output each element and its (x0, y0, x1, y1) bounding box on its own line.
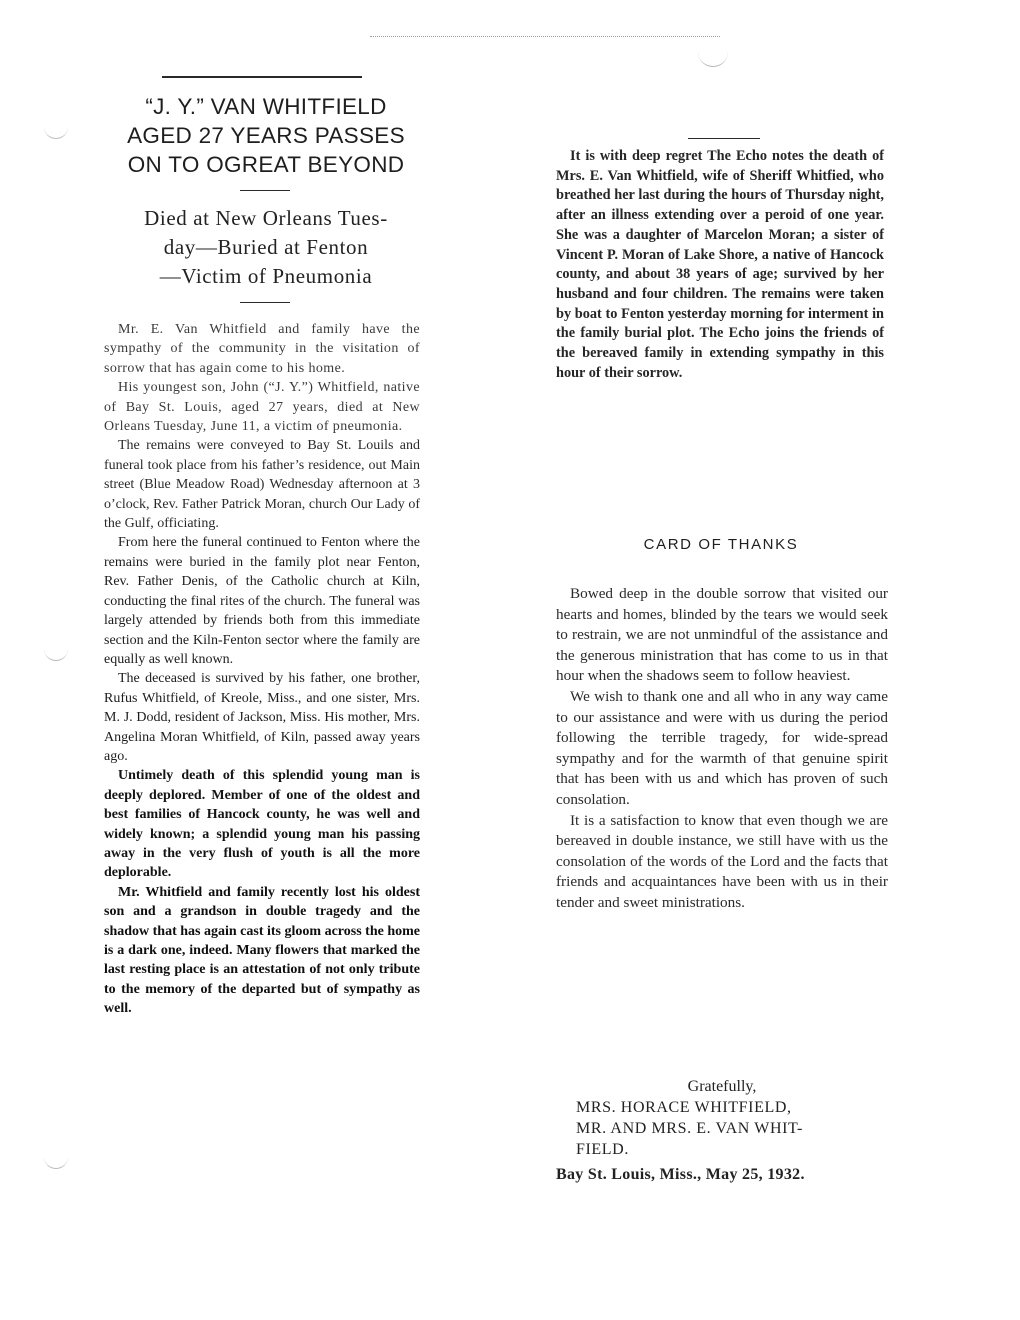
signature-block (556, 1076, 896, 1185)
thanks-paragraph: Bowed deep in the double sorrow that visited our hearts and homes, blinded by the tears we would seek to restrain, we are not unmindful of the assistance and the generous ministration that has come to us in that hour when the shadows seem to follow heaviest. (556, 585, 888, 685)
scan-artifact-margin-3 (44, 1148, 68, 1169)
subhead-rule (240, 302, 290, 303)
headline-line-1: “J. Y.” VAN WHITFIELD (145, 94, 387, 119)
article-subhead (104, 204, 428, 291)
top-rule (162, 76, 362, 78)
scan-artifact-top (370, 36, 720, 37)
closing-line: Gratefully, (687, 1078, 757, 1095)
headline-line-2: AGED 27 YEARS PASSES (127, 123, 405, 148)
article-headline (104, 92, 428, 179)
article-paragraph: Mr. Whitfield and family recently lost his oldest son and a grandson in double tragedy and the shadow that has again cast its gloom across the home is a dark one, indeed. Many flowers that marked the last resting place is an attestation of not only tribute to the memory of the departed but of sympathy as well. (104, 884, 420, 1017)
place-date: Bay St. Louis, Miss., May 25, 1932. (556, 1166, 805, 1183)
signatory-line: FIELD. (576, 1141, 629, 1158)
thanks-paragraph: It is a satisfaction to know that even though we are bereaved in double instance, we still have with us the consolation of the words of the Lord and the facts that friends and acquaintances have been with us in their tender and sweet ministrations. (556, 811, 888, 911)
headline-rule (240, 190, 290, 191)
echo-notice (556, 147, 884, 383)
article-paragraph: Mr. E. Van Whitfield and family have the sympathy of the community in the visitation of sorrow that has again come to his home. (104, 322, 420, 376)
subhead-line-2: day—Buried at Fenton (163, 235, 369, 259)
scan-artifact-margin-2 (44, 640, 68, 661)
echo-notice-text: It is with deep regret The Echo notes the death of Mrs. E. Van Whitfield, wife of Sheriff Whitfied, who breathed her last during the hours of Thursday night, after an illness extending over a peroid of one year. She was a daughter of Marcelon Moran; a sister of Vincent P. Moran of Lake Shore, a native of Hancock county, and about 38 years of age; survived by her husband and four children. The remains were taken by boat to Fenton yesterday morning for interment in the family burial plot. The Echo joins the friends of the bereaved family in extending sympathy in this hour of their sorrow. (556, 148, 884, 381)
headline-line-3: ON TO OGREAT BEYOND (127, 152, 405, 177)
article-paragraph: The remains were conveyed to Bay St. Louils and funeral took place from his father’s residence, out Main street (Blue Meadow Road) Wednesday afternoon at 3 o’clock, Rev. Father Patrick Moran, church Our Lady of the Gulf, officiating. (104, 438, 420, 532)
subhead-line-3: —Victim of Pneumonia (159, 264, 373, 288)
card-of-thanks-heading: CARD OF THANKS (643, 536, 799, 553)
subhead-line-1: Died at New Orleans Tues- (144, 206, 388, 230)
signatory-line: MRS. HORACE WHITFIELD, (576, 1099, 792, 1116)
signatory-line: MR. AND MRS. E. VAN WHIT- (576, 1120, 803, 1137)
article-paragraph: Untimely death of this splendid young man is deeply deplored. Member of one of the oldest and best families of Hancock county, he was well and widely known; a splendid young man his passing away in the very flush of youth is all the more deplorable. (104, 768, 420, 881)
card-of-thanks-body (556, 584, 888, 914)
article-body (104, 320, 420, 1019)
scan-artifact-margin-1 (44, 118, 68, 139)
article-paragraph: His youngest son, John (“J. Y.”) Whitfield, native of Bay St. Louis, aged 27 years, died at New Orleans Tuesday, June 11, a victim of pneumonia. (104, 380, 420, 435)
scan-artifact-arc (698, 46, 728, 67)
article-paragraph: The deceased is survived by his father, one brother, Rufus Whitfield, of Kreole, Miss., and one sister, Mrs. M. J. Dodd, resident of Jackson, Miss. His mother, Mrs. Angelina Moran Whitfield, of Kiln, passed away years ago. (104, 671, 420, 764)
article-paragraph: From here the funeral continued to Fenton where the remains were buried in the family plot near Fenton, Rev. Father Denis, of the Catholic church at Kiln, conducting the final rites of the church. The funeral was largely attended by friends both from this immediate section and the Kiln-Fenton sector where the family are equally as well known. (104, 535, 420, 667)
thanks-paragraph: We wish to thank one and all who in any way came to our assistance and were with us during the period following the terrible tragedy, for wide-spread sympathy and for the warmth of that genuine spirit that has been with us and which has proven of such consolation. (556, 687, 888, 808)
notice-rule (688, 138, 760, 139)
